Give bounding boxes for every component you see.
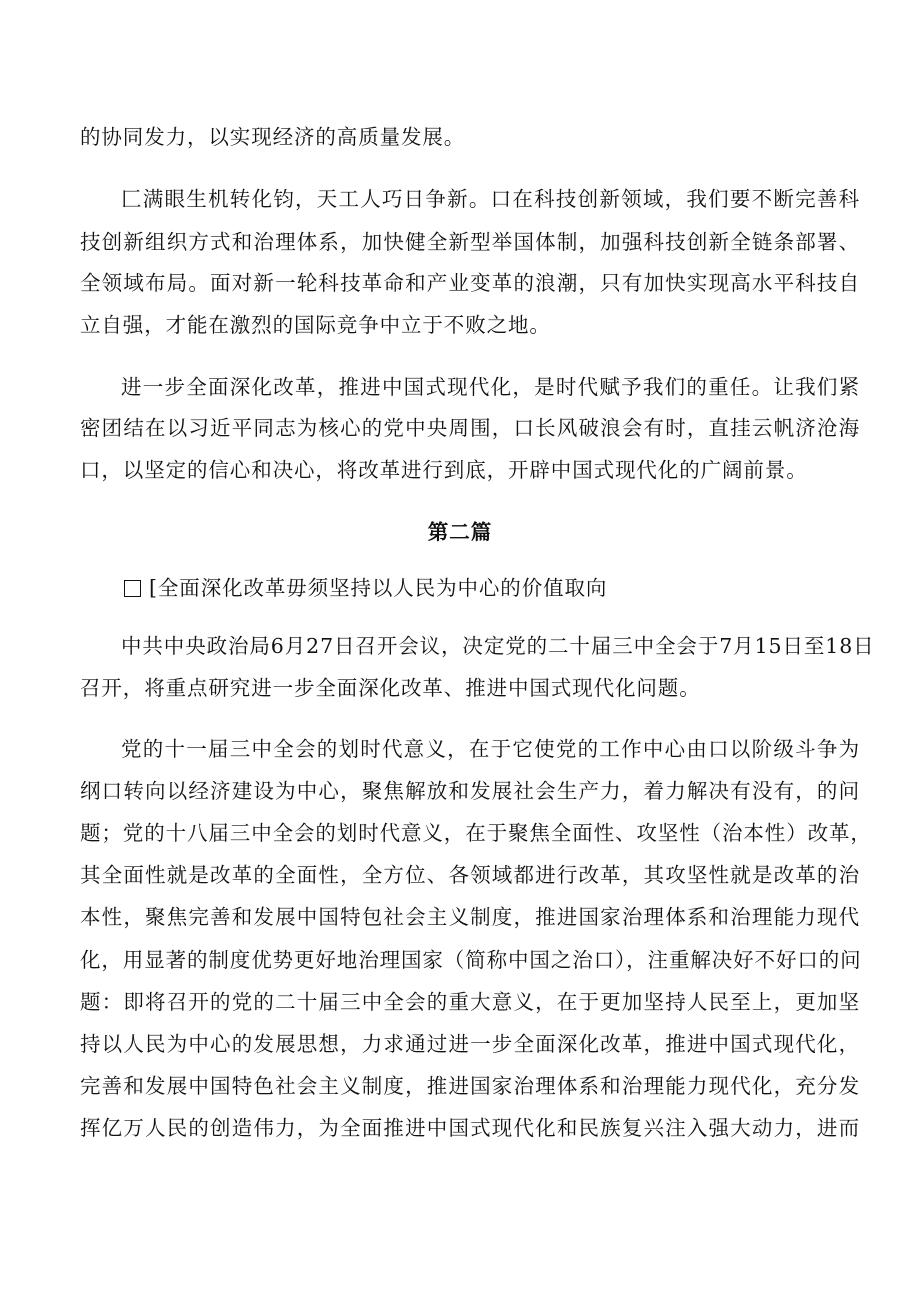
article-subtitle xyxy=(124,573,860,603)
paragraph-line: 持以人民为中心的发展思想，力求通过进一步全面深化改革，推进中国式现代化， xyxy=(80,1032,860,1056)
paragraph-line: 其全面性就是改革的全面性，全方位、各领域都进行改革，其攻坚性就是改革的治 xyxy=(80,863,860,887)
paragraph-line: 匚满眼生机转化钧，天工人巧日争新。口在科技创新领域，我们要不断完善科 xyxy=(121,187,860,211)
paragraph-line: 题；党的十八届三中全会的划时代意义，在于聚焦全面性、攻坚性（治本性）改革， xyxy=(80,821,872,845)
subtitle-text: [全面深化改革毋须坚持以人民为中心的价值取向 xyxy=(149,576,608,600)
paragraph-line: 化，用显著的制度优势更好地治理国家（简称中国之治口），注重解决好不好口的问 xyxy=(80,948,862,972)
checkbox-square-icon xyxy=(124,580,141,597)
paragraph-line: 口，以坚定的信心和决心，将改革进行到底，开辟中国式现代化的广阔前景。 xyxy=(80,458,808,482)
paragraph-line: 进一步全面深化改革，推进中国式现代化，是时代赋予我们的重任。让我们紧 xyxy=(121,375,860,399)
paragraph-line: 立自强，才能在激烈的国际竞争中立于不败之地。 xyxy=(80,313,551,337)
paragraph-line: 召开，将重点研究进一步全面深化改革、推进中国式现代化问题。 xyxy=(80,676,701,700)
paragraph-line: 挥亿万人民的创造伟力，为全面推进中国式现代化和民族复兴注入强大动力，进而 xyxy=(80,1116,860,1140)
paragraph-line: 题：即将召开的党的二十届三中全会的重大意义，在于更加坚持人民至上，更加坚 xyxy=(80,990,860,1014)
paragraph-line: 本性，聚焦完善和发展中国特包社会主义制度，推进国家治理体系和治理能力现代 xyxy=(80,905,860,929)
section-heading: 第二篇 xyxy=(427,520,493,544)
paragraph-line: 的协同发力，以实现经济的高质量发展。 xyxy=(80,125,466,149)
paragraph-line: 技创新组织方式和治理体系，加快健全新型举国体制，加强科技创新全链条部署、 xyxy=(80,230,860,254)
paragraph-line: 完善和发展中国特色社会主义制度，推进国家治理体系和治理能力现代化，充分发 xyxy=(80,1074,860,1098)
paragraph-line: 党的十一届三中全会的划时代意义，在于它使党的工作中心由口以阶级斗争为 xyxy=(121,737,860,761)
paragraph-line: 中共中央政治局6月27日召开会议，决定党的二十届三中全会于7月15日至18日 xyxy=(121,634,875,658)
paragraph-line: 纲口转向以经济建设为中心，聚焦解放和发展社会生产力，着力解决有没有，的问 xyxy=(80,779,860,803)
paragraph-line: 密团结在以习近平同志为核心的党中央周围，口长风破浪会有时，直挂云帆济沧海 xyxy=(80,416,860,440)
paragraph-line: 全领域布局。面对新一轮科技革命和产业变革的浪潮，只有加快实现高水平科技自 xyxy=(80,271,860,295)
